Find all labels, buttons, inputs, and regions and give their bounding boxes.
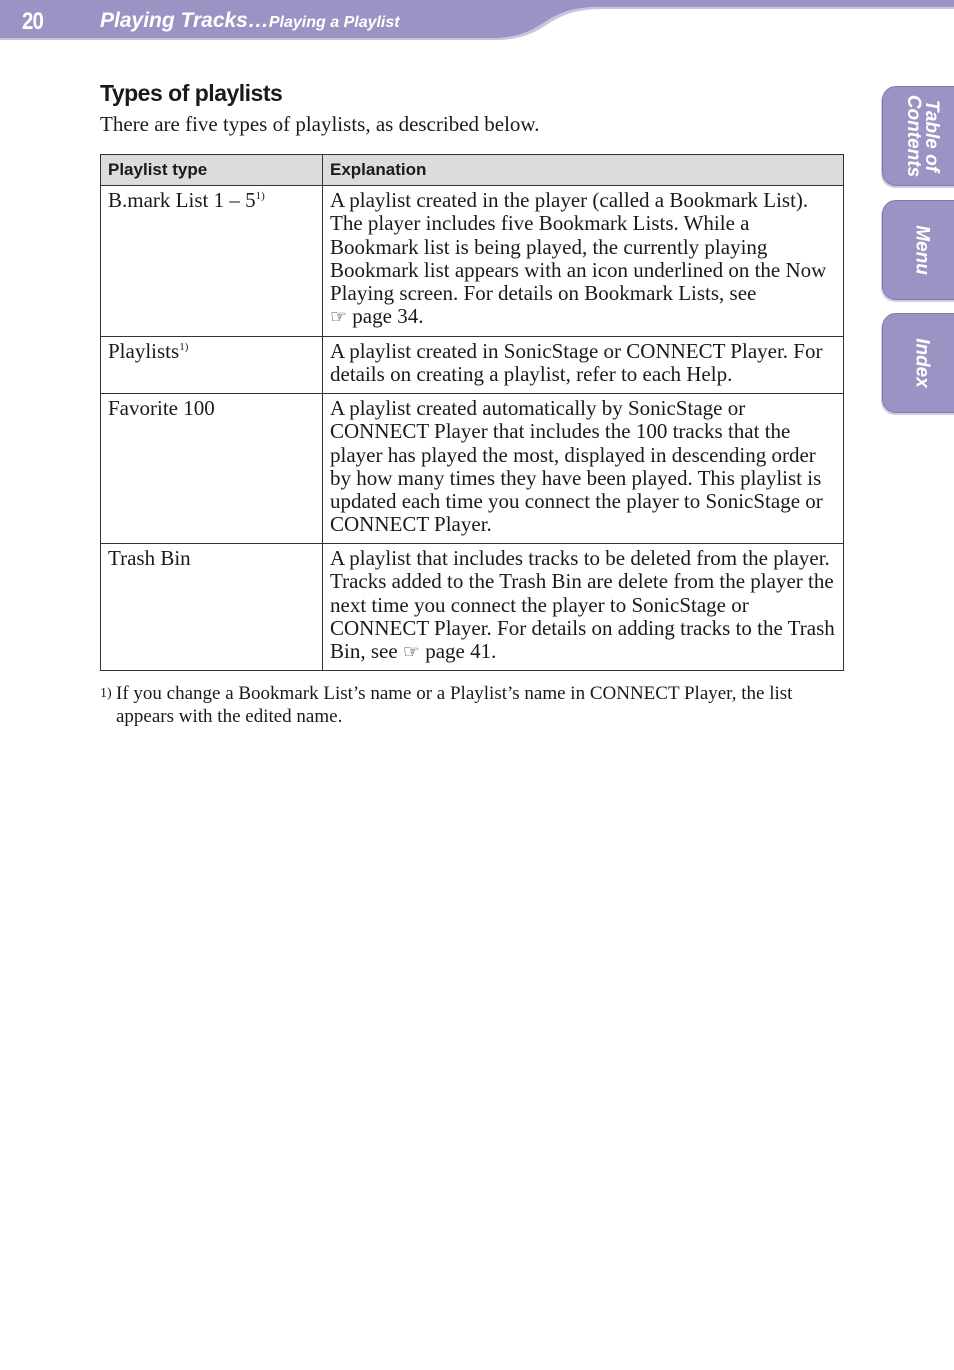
intro-text: There are five types of playlists, as described below. [100, 112, 540, 136]
table-row [101, 394, 844, 544]
playlist-type-cell [101, 186, 323, 337]
pointing-hand-icon: ☞ [402, 642, 420, 664]
playlist-types-table [100, 154, 844, 671]
footnote [100, 682, 840, 728]
tab-table-of-contents[interactable] [882, 86, 954, 186]
page-reference-link[interactable]: page 34. [352, 304, 424, 329]
footnote-marker: 1) [179, 341, 189, 353]
playlist-type-cell: Trash Bin [101, 544, 323, 671]
footnote-marker: 1) [255, 190, 265, 202]
playlist-type-cell [101, 337, 323, 394]
page-reference-link[interactable]: page 41. [425, 639, 497, 664]
playlist-type-cell: Favorite 100 [101, 394, 323, 544]
breadcrumb-separator: … [247, 9, 269, 32]
playlist-type-name: Playlists [108, 339, 180, 363]
table-row [101, 186, 844, 337]
page-number: 20 [22, 8, 43, 35]
pointing-hand-icon: ☞ [330, 307, 348, 329]
table-row [101, 337, 844, 394]
tab-label: Table of Contents [903, 94, 942, 178]
explanation-text: A playlist created in the player (called a Bookmark List). The player includes five Bookmark Lists. While a Bookmark list is being played, the currently playing Bookmark list appears with an icon underlined on the Now Playing screen. For details on Bookmark Lists, see [330, 188, 827, 306]
tab-index[interactable] [882, 313, 954, 413]
page-header [0, 0, 954, 40]
table-row [101, 544, 844, 671]
explanation-text: A playlist that includes tracks to be deleted from the player. Tracks added to the Trash Bin are delete from the player the next time you connect the player to SonicStage or CONNECT Player. For details on adding tracks to the Trash Bin, see [330, 546, 835, 664]
tab-label: Menu [911, 225, 933, 275]
table-header-row [101, 155, 844, 186]
explanation-cell [323, 544, 844, 671]
explanation-cell: A playlist created automatically by SonicStage or CONNECT Player that includes the 100 tracks that the player has played the most, displayed in descending order by how many times they have been played. This playlist is updated each time you connect the player to SonicStage or CONNECT Player. [323, 394, 844, 544]
explanation-cell [323, 186, 844, 337]
explanation-cell: A playlist created in SonicStage or CONNECT Player. For details on creating a playlist, refer to each Help. [323, 337, 844, 394]
footnote-text: If you change a Bookmark List’s name or a Playlist’s name in CONNECT Player, the list appears with the edited name. [116, 683, 793, 727]
section-title: Types of playlists [100, 80, 283, 106]
tab-menu[interactable] [882, 200, 954, 300]
tab-label: Index [911, 338, 933, 388]
playlist-type-name: B.mark List 1 – 5 [108, 188, 256, 212]
breadcrumb-section: Playing a Playlist [268, 14, 400, 31]
column-header-playlist-type: Playlist type [101, 155, 323, 186]
column-header-explanation: Explanation [323, 155, 844, 186]
footnote-mark: 1) [100, 686, 112, 701]
breadcrumb-chapter: Playing Tracks [100, 9, 248, 32]
breadcrumb [100, 9, 400, 33]
